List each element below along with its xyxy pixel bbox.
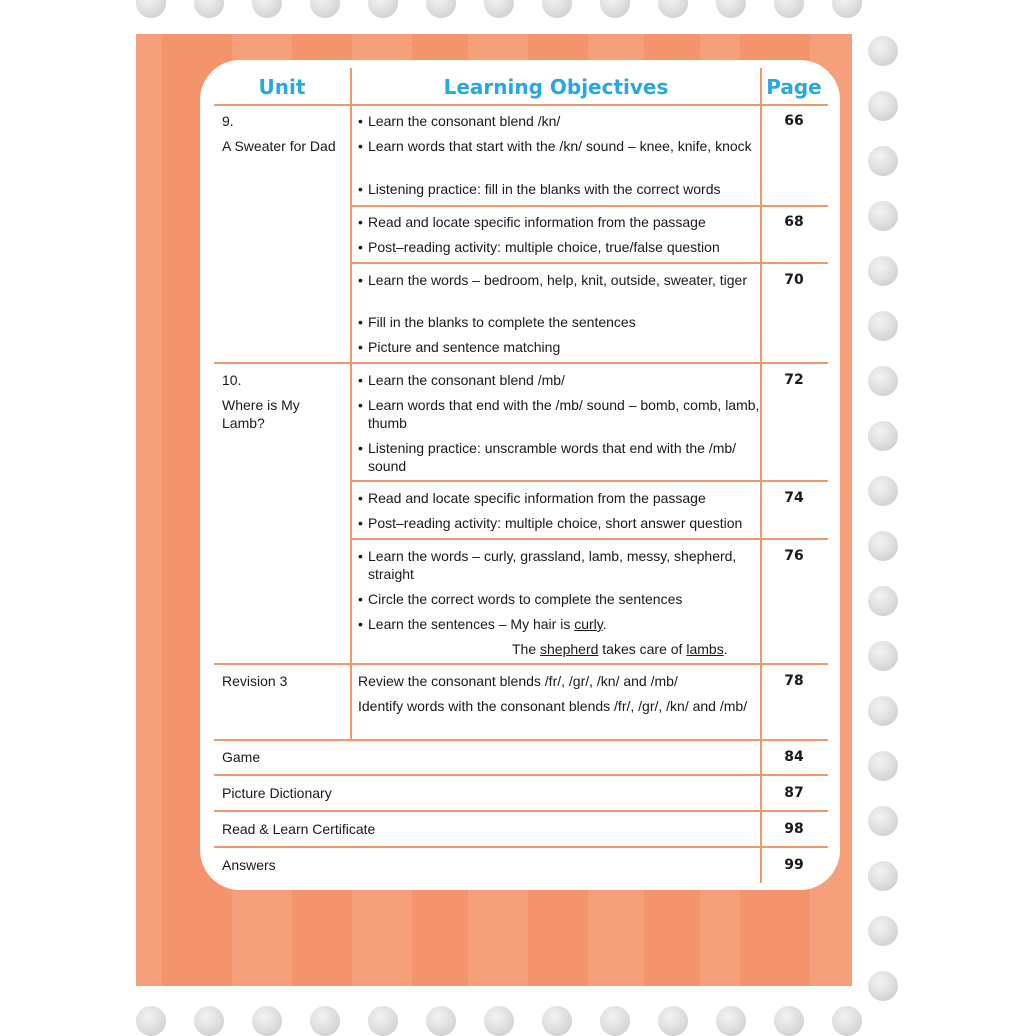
objective-item: • Read and locate specific information from the passage (356, 489, 760, 507)
perforation-dot (426, 1006, 456, 1036)
unit-title: A Sweater for Dad (222, 138, 336, 154)
objective-item: • Picture and sentence matching (356, 338, 760, 356)
grid-line (350, 68, 352, 740)
perforation-dot (600, 1006, 630, 1036)
perforation-dot (716, 1006, 746, 1036)
perforation-dot (868, 806, 898, 836)
extra-label: Read & Learn Certificate (222, 821, 376, 837)
perforation-dot (194, 0, 224, 18)
perforation-dot (658, 1006, 688, 1036)
perforation-dot (774, 0, 804, 18)
grid-line (214, 663, 828, 665)
grid-line (214, 362, 828, 364)
page-number: 68 (784, 214, 804, 230)
objective-item: • Listening practice: fill in the blanks with the correct words (356, 180, 760, 198)
perforation-dot (868, 531, 898, 561)
objective-item: Identify words with the consonant blends /fr/, /gr/, /kn/ and /mb/ (358, 698, 748, 714)
objective-item: • Learn the consonant blend /mb/ (356, 371, 760, 389)
sentence-middle: takes care of (598, 641, 687, 657)
objective-item: • Post–reading activity: multiple choice, short answer question (356, 514, 760, 532)
objective-item: • Learn the words – curly, grassland, lamb, messy, shepherd, straight (356, 547, 760, 583)
objective-item: Review the consonant blends /fr/, /gr/, /kn/ and /mb/ (358, 673, 678, 689)
perforation-dot (484, 1006, 514, 1036)
grid-line (214, 739, 828, 741)
perforation-dot (868, 641, 898, 671)
grid-line (350, 205, 828, 207)
grid-line (350, 480, 828, 482)
page-number: 87 (784, 785, 804, 801)
page-number: 70 (784, 272, 804, 288)
objective-item: • Read and locate specific information from the passage (356, 213, 760, 231)
grid-line (350, 538, 828, 540)
objective-item: • Learn the consonant blend /kn/ (356, 112, 760, 130)
perforation-dot (426, 0, 456, 18)
header-unit: Unit (258, 75, 306, 99)
perforation-dot (194, 1006, 224, 1036)
perforation-dot (832, 1006, 862, 1036)
underlined-word: curly (574, 616, 603, 632)
perforation-dot (368, 1006, 398, 1036)
grid-line (214, 846, 828, 848)
perforation-dot (252, 1006, 282, 1036)
perforation-dot (868, 971, 898, 1001)
perforation-dot (774, 1006, 804, 1036)
page-number: 84 (784, 749, 804, 765)
perforation-dot (868, 256, 898, 286)
objective-item: • Post–reading activity: multiple choice, true/false question (356, 238, 760, 256)
perforation-dot (600, 0, 630, 18)
grid-line (214, 104, 828, 106)
perforation-dot (310, 1006, 340, 1036)
objective-item: • Circle the correct words to complete the sentences (356, 590, 760, 608)
perforation-dot (868, 311, 898, 341)
sentence-end: . (602, 616, 607, 632)
perforation-dot (136, 1006, 166, 1036)
perforation-dot (310, 0, 340, 18)
page-number: 74 (784, 490, 804, 506)
perforation-dot (868, 751, 898, 781)
unit-title: Revision 3 (222, 673, 288, 689)
sentence-intro: Learn the sentences – My hair is (368, 616, 575, 632)
perforation-dot (868, 861, 898, 891)
perforation-dot (868, 146, 898, 176)
sentence-end: . (723, 641, 728, 657)
extra-label: Picture Dictionary (222, 785, 332, 801)
extra-label: Answers (222, 857, 276, 873)
grid-line (350, 262, 828, 264)
underlined-word: lambs (686, 641, 724, 657)
perforation-dot (868, 201, 898, 231)
objective-item: • Learn words that start with the /kn/ sound – knee, knife, knock (356, 137, 760, 155)
header-learning-objectives: Learning Objectives (443, 75, 669, 99)
perforation-dot (542, 1006, 572, 1036)
perforation-dot (868, 91, 898, 121)
perforation-dot (868, 366, 898, 396)
perforation-dot (868, 696, 898, 726)
header-page: Page (766, 75, 822, 99)
page-number: 99 (784, 857, 804, 873)
unit-title: Where is My Lamb? (222, 397, 300, 431)
perforation-dot (658, 0, 688, 18)
perforation-dot (136, 0, 166, 18)
unit-number: 9. (222, 113, 234, 129)
objective-item: • Fill in the blanks to complete the sentences (356, 313, 760, 331)
perforation-dot (252, 0, 282, 18)
objective-item: • Learn words that end with the /mb/ sound – bomb, comb, lamb, thumb (356, 396, 760, 432)
sentence-lead: The (512, 641, 541, 657)
perforation-dot (868, 421, 898, 451)
grid-line (214, 774, 828, 776)
objective-item: • Learn the words – bedroom, help, knit, outside, sweater, tiger (356, 271, 760, 289)
page-number: 98 (784, 821, 804, 837)
perforation-dot (368, 0, 398, 18)
objective-sentence-line (356, 640, 760, 658)
underlined-word: shepherd (540, 641, 599, 657)
objective-item: • Listening practice: unscramble words that end with the /mb/ sound (356, 439, 760, 475)
unit-number: 10. (222, 372, 242, 388)
perforation-dot (716, 0, 746, 18)
perforation-dot (868, 586, 898, 616)
page-number: 66 (784, 113, 804, 129)
perforation-dot (484, 0, 514, 18)
perforation-dot (868, 916, 898, 946)
perforation-dot (868, 476, 898, 506)
page-number: 76 (784, 548, 804, 564)
objective-item-sentences (356, 615, 760, 633)
perforation-dot (832, 0, 862, 18)
page-number: 72 (784, 372, 804, 388)
perforation-dot (868, 36, 898, 66)
page-number: 78 (784, 673, 804, 689)
extra-label: Game (222, 749, 261, 765)
perforation-dot (542, 0, 572, 18)
grid-line (214, 810, 828, 812)
